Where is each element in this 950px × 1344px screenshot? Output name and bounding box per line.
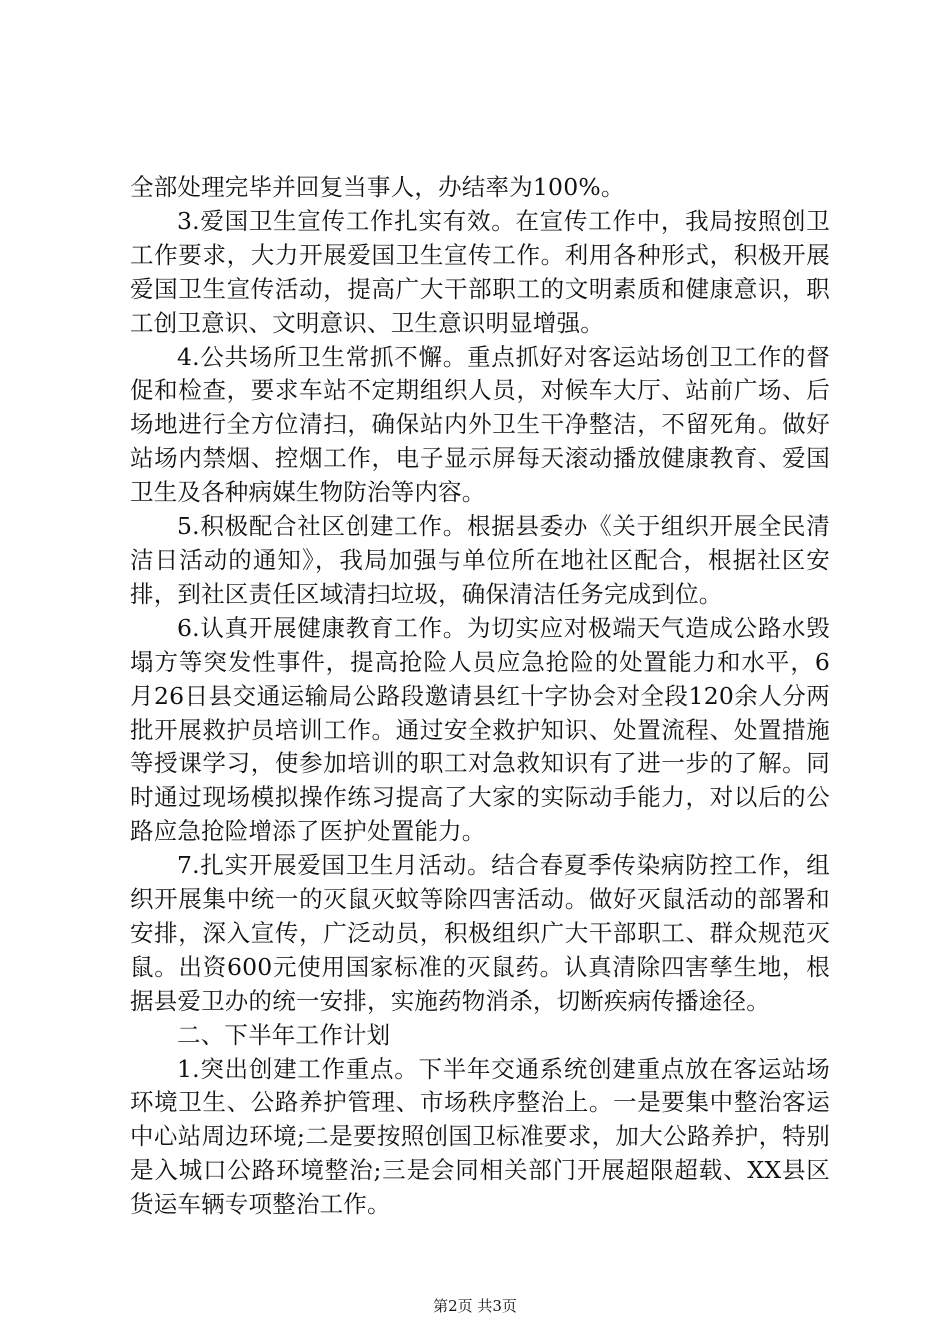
paragraph-continuation: 全部处理完毕并回复当事人，办结率为100%。 <box>130 173 625 201</box>
paragraph-item-5: 5.积极配合社区创建工作。根据县委办《关于组织开展全民清洁日活动的通知》，我局加强与单位所在地社区配合，根据社区安排，到社区责任区域清扫垃圾，确保清洁任务完成到位。 <box>130 512 830 608</box>
section-heading: 二、下半年工作计划 <box>177 1020 391 1049</box>
paragraph-plan-item-1: 1.突出创建工作重点。下半年交通系统创建重点放在客运站场环境卫生、公路养护管理、市场秩序整治上。一是要集中整治客运中心站周边环境;二是要按照创国卫标准要求，加大公路养护，特别是入城口公路环境整治;三是会同相关部门开展超限超载、XX县区货运车辆专项整治工作。 <box>130 1054 830 1219</box>
paragraph-item-6: 6.认真开展健康教育工作。为切实应对极端天气造成公路水毁塌方等突发性事件，提高抢险人员应急抢险的处置能力和水平，6月26日县交通运输局公路段邀请县红十字协会对全段120余人分两批开展救护员培训工作。通过安全救护知识、处置流程、处置措施等授课学习，使参加培训的职工对急救知识有了进一步的了解。同时通过现场模拟操作练习提高了大家的实际动手能力，对以后的公路应急抢险增添了医护处置能力。 <box>130 613 830 846</box>
paragraph-item-4: 4.公共场所卫生常抓不懈。重点抓好对客运站场创卫工作的督促和检查，要求车站不定期组织人员，对候车大厅、站前广场、后场地进行全方位清扫，确保站内外卫生干净整洁，不留死角。做好站场内禁烟、控烟工作，电子显示屏每天滚动播放健康教育、爱国卫生及各种病媒生物防治等内容。 <box>130 342 830 507</box>
page-footer: 第2页 共3页 <box>433 1297 517 1315</box>
document-body <box>130 171 830 1222</box>
paragraph-item-7: 7.扎实开展爱国卫生月活动。结合春夏季传染病防控工作，组织开展集中统一的灭鼠灭蚊等除四害活动。做好灭鼠活动的部署和安排，深入宣传，广泛动员，积极组织广大干部职工、群众规范灭鼠。出资600元使用国家标准的灭鼠药。认真清除四害孳生地，根据县爱卫办的统一安排，实施药物消杀，切断疾病传播途径。 <box>130 851 830 1015</box>
paragraph-item-3: 3.爱国卫生宣传工作扎实有效。在宣传工作中，我局按照创卫工作要求，大力开展爱国卫生宣传工作。利用各种形式，积极开展爱国卫生宣传活动，提高广大干部职工的文明素质和健康意识，职工创卫意识、文明意识、卫生意识明显增强。 <box>130 206 830 337</box>
